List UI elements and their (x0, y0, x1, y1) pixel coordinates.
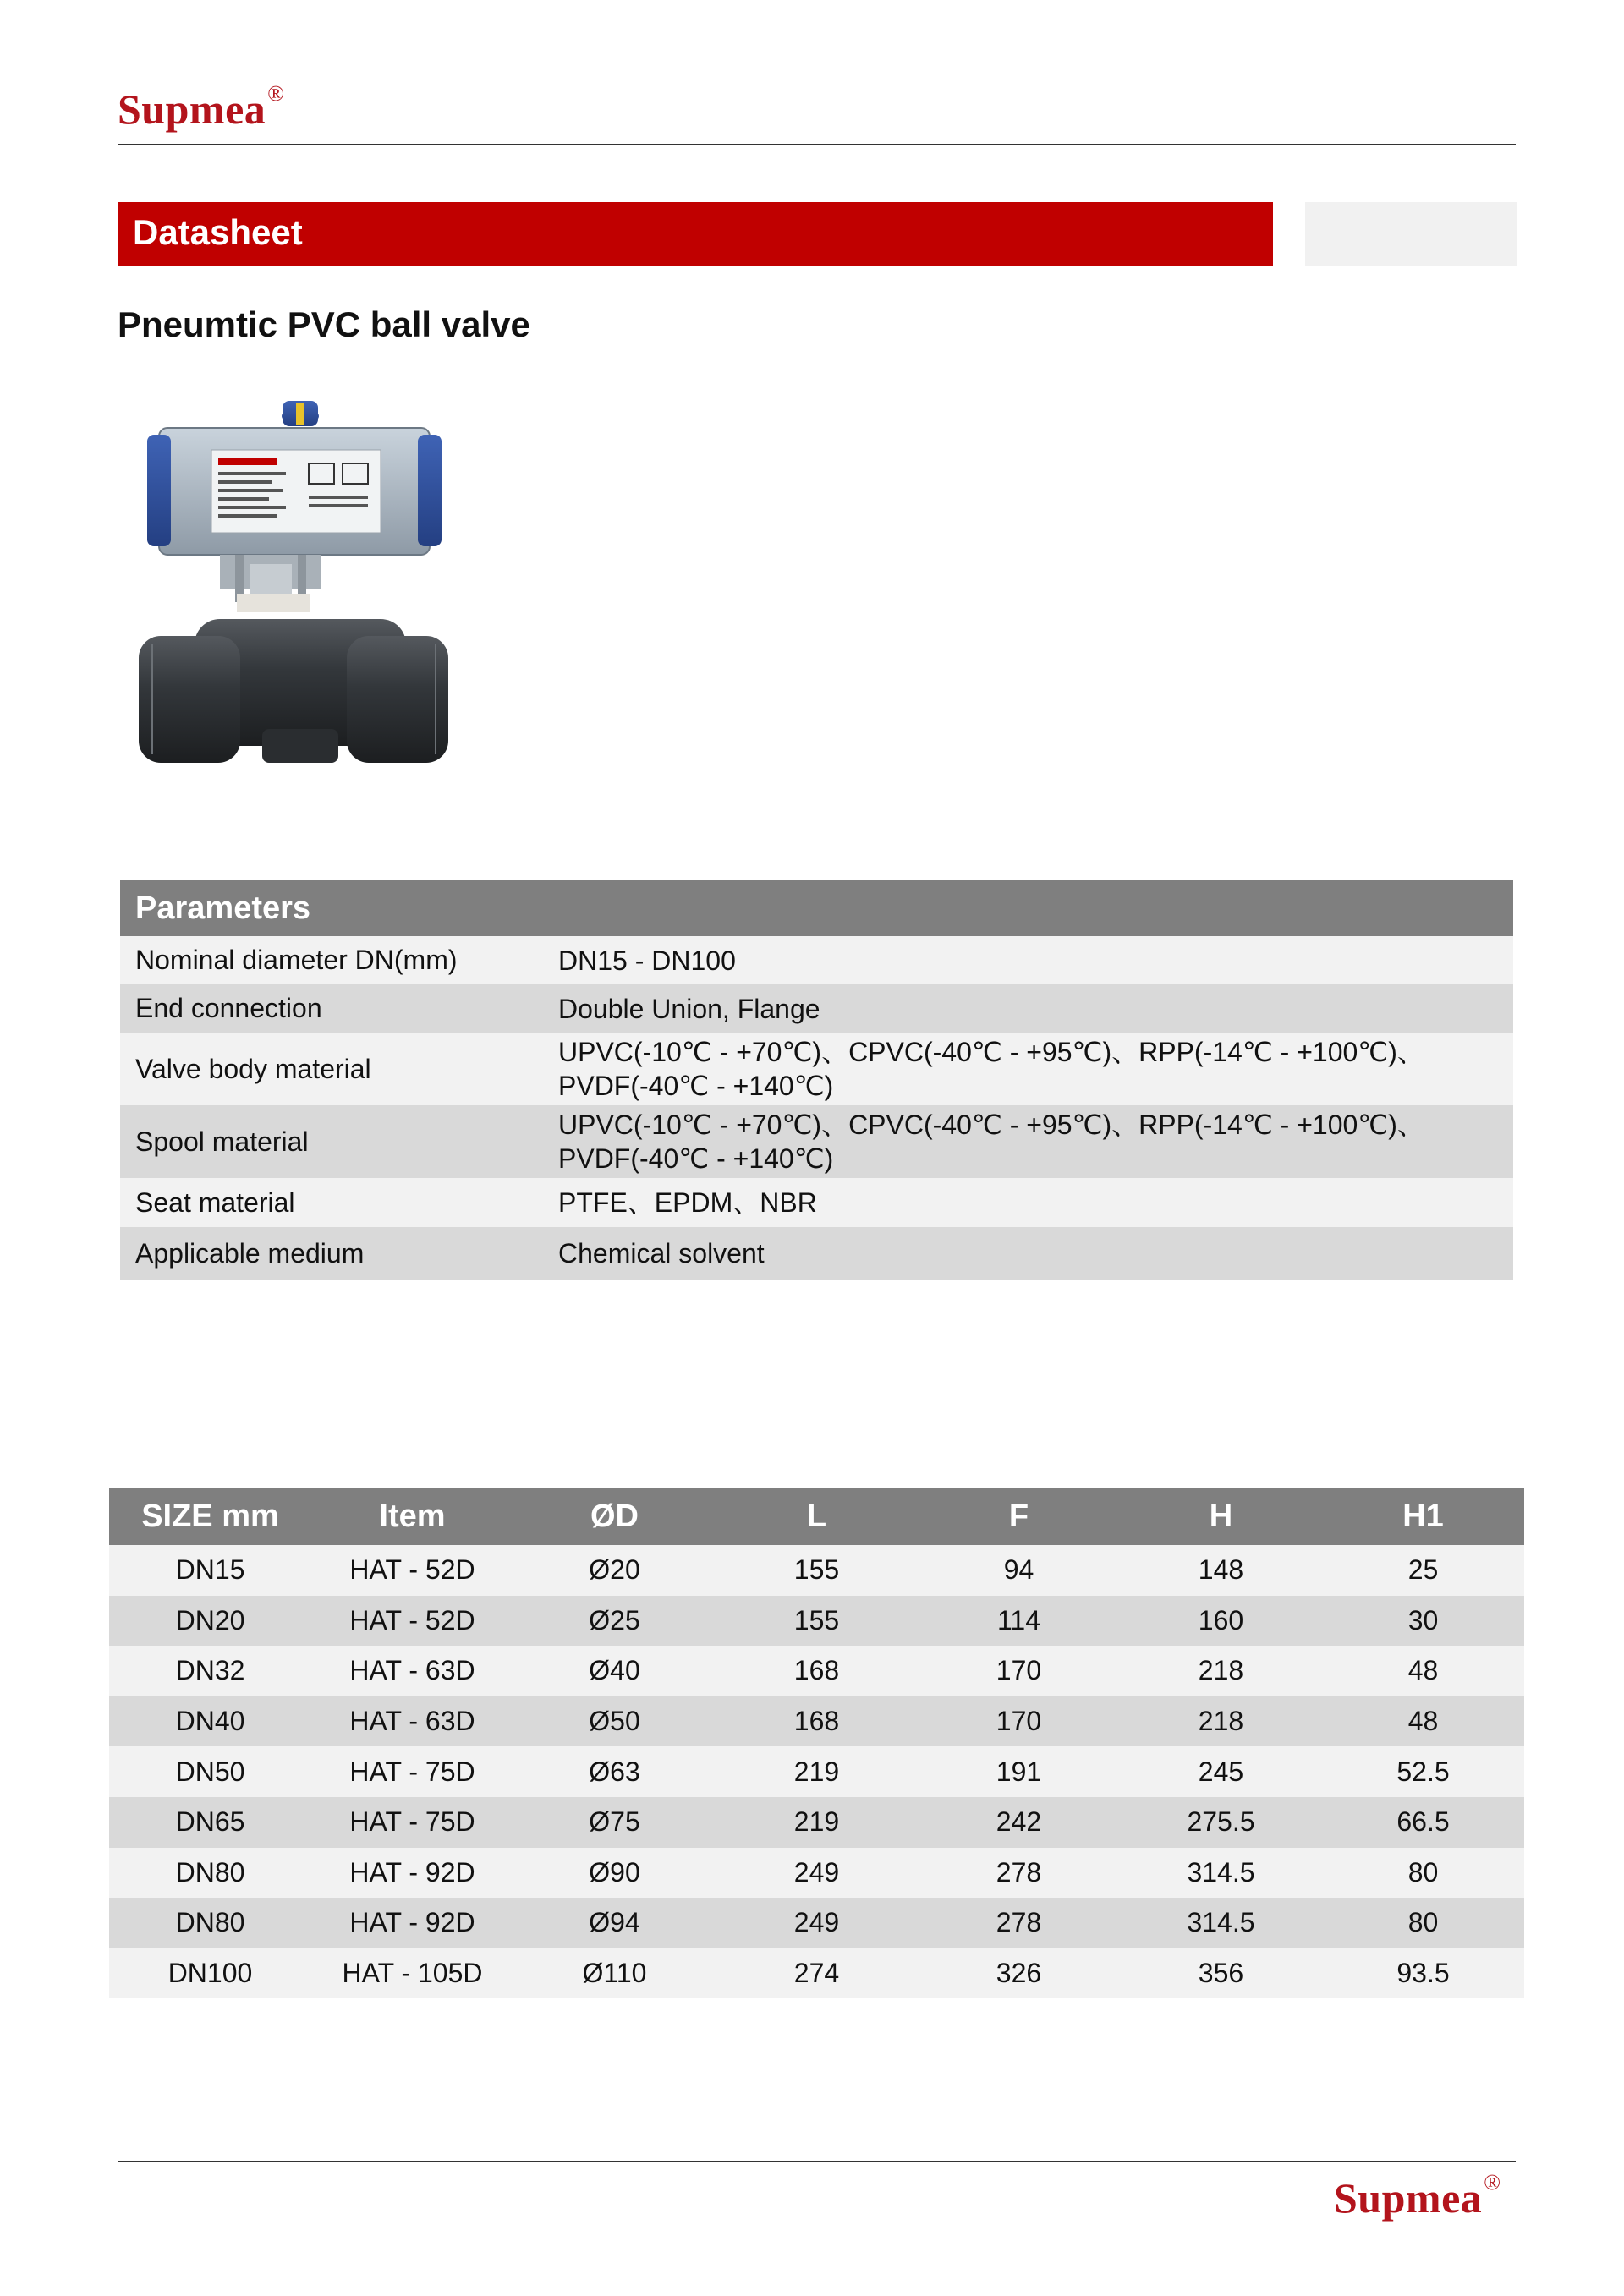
table-cell: Ø110 (513, 1948, 716, 1999)
parameter-value: Double Union, Flange (558, 984, 1513, 1033)
table-cell: DN65 (109, 1797, 311, 1848)
registered-mark: ® (1484, 2170, 1501, 2195)
table-cell: 80 (1322, 1898, 1524, 1948)
table-cell: 170 (918, 1696, 1120, 1747)
parameter-label: Seat material (120, 1178, 558, 1227)
registered-mark: ® (267, 81, 285, 106)
column-header: F (918, 1488, 1120, 1545)
table-cell: DN32 (109, 1646, 311, 1696)
table-cell: 219 (716, 1797, 918, 1848)
table-cell: DN100 (109, 1948, 311, 1999)
table-row (109, 1545, 1524, 1596)
parameter-value-line: UPVC(-10℃ - +70℃)、CPVC(-40℃ - +95℃)、RPP(-14℃ - +100℃)、 (558, 1110, 1424, 1140)
pneumatic-ball-valve-image (135, 391, 461, 814)
table-cell: 274 (716, 1948, 918, 1999)
product-title: Pneumtic PVC ball valve (118, 304, 530, 344)
parameter-row (120, 1105, 1513, 1178)
header-divider (118, 144, 1516, 145)
table-cell: 148 (1120, 1545, 1322, 1596)
parameter-row (120, 1033, 1513, 1105)
table-cell: 278 (918, 1848, 1120, 1899)
table-cell: Ø20 (513, 1545, 716, 1596)
table-cell: 249 (716, 1848, 918, 1899)
parameter-label: End connection (120, 984, 558, 1033)
brand-logo-footer (1334, 2170, 1501, 2222)
table-cell: 249 (716, 1898, 918, 1948)
table-cell: 160 (1120, 1596, 1322, 1647)
column-header: Item (311, 1488, 513, 1545)
table-cell: 155 (716, 1596, 918, 1647)
column-header: H (1120, 1488, 1322, 1545)
table-cell: HAT - 75D (311, 1746, 513, 1797)
table-cell: 219 (716, 1746, 918, 1797)
table-cell: 155 (716, 1545, 918, 1596)
table-row (109, 1898, 1524, 1948)
parameter-value-line: UPVC(-10℃ - +70℃)、CPVC(-40℃ - +95℃)、RPP(-14℃ - +100℃)、 (558, 1037, 1424, 1067)
parameter-value (558, 1033, 1513, 1105)
table-cell: 52.5 (1322, 1746, 1524, 1797)
table-cell: Ø94 (513, 1898, 716, 1948)
table-cell: DN15 (109, 1545, 311, 1596)
table-row (109, 1848, 1524, 1899)
footer-divider (118, 2161, 1516, 2162)
table-cell: HAT - 105D (311, 1948, 513, 1999)
table-cell: HAT - 92D (311, 1848, 513, 1899)
table-cell: HAT - 75D (311, 1797, 513, 1848)
parameter-label: Applicable medium (120, 1227, 558, 1280)
parameters-table (120, 880, 1513, 1280)
parameter-label: Valve body material (120, 1033, 558, 1105)
table-row (109, 1948, 1524, 1999)
column-header: SIZE mm (109, 1488, 311, 1545)
table-cell: DN20 (109, 1596, 311, 1647)
parameter-row (120, 936, 1513, 984)
parameter-value-line: PVDF(-40℃ - +140℃) (558, 1071, 834, 1101)
parameter-row (120, 1227, 1513, 1280)
table-cell: 168 (716, 1646, 918, 1696)
table-cell: 314.5 (1120, 1848, 1322, 1899)
table-cell: 218 (1120, 1646, 1322, 1696)
table-cell: 326 (918, 1948, 1120, 1999)
parameter-value: Chemical solvent (558, 1227, 1513, 1280)
table-row (109, 1646, 1524, 1696)
parameter-label: Nominal diameter DN(mm) (120, 936, 558, 984)
column-header: ØD (513, 1488, 716, 1545)
table-cell: HAT - 63D (311, 1646, 513, 1696)
datasheet-banner (118, 202, 1273, 266)
brand-name: Supmea (1334, 2174, 1483, 2222)
table-row (109, 1797, 1524, 1848)
datasheet-label: Datasheet (133, 212, 303, 252)
parameter-value: PTFE、EPDM、NBR (558, 1178, 1513, 1227)
table-cell: 80 (1322, 1848, 1524, 1899)
dimensions-table (109, 1488, 1524, 1998)
table-cell: 356 (1120, 1948, 1322, 1999)
parameter-value (558, 1105, 1513, 1178)
table-cell: 94 (918, 1545, 1120, 1596)
table-cell: Ø50 (513, 1696, 716, 1747)
table-cell: DN40 (109, 1696, 311, 1747)
table-cell: 114 (918, 1596, 1120, 1647)
table-cell: 66.5 (1322, 1797, 1524, 1848)
table-cell: 245 (1120, 1746, 1322, 1797)
table-cell: Ø90 (513, 1848, 716, 1899)
table-cell: 218 (1120, 1696, 1322, 1747)
table-cell: Ø25 (513, 1596, 716, 1647)
parameter-value-line: PVDF(-40℃ - +140℃) (558, 1143, 834, 1174)
table-cell: 30 (1322, 1596, 1524, 1647)
table-cell: Ø63 (513, 1746, 716, 1797)
table-cell: 168 (716, 1696, 918, 1747)
table-cell: DN80 (109, 1848, 311, 1899)
parameter-label: Spool material (120, 1105, 558, 1178)
table-row (109, 1746, 1524, 1797)
banner-side-block (1305, 202, 1517, 266)
table-cell: 93.5 (1322, 1948, 1524, 1999)
brand-name: Supmea (118, 85, 266, 133)
table-cell: HAT - 92D (311, 1898, 513, 1948)
table-cell: 25 (1322, 1545, 1524, 1596)
table-row (109, 1596, 1524, 1647)
table-cell: 314.5 (1120, 1898, 1322, 1948)
parameter-row (120, 984, 1513, 1033)
table-cell: Ø40 (513, 1646, 716, 1696)
table-cell: HAT - 52D (311, 1545, 513, 1596)
table-cell: 278 (918, 1898, 1120, 1948)
parameter-row (120, 1178, 1513, 1227)
table-cell: HAT - 52D (311, 1596, 513, 1647)
table-cell: 48 (1322, 1646, 1524, 1696)
table-cell: 275.5 (1120, 1797, 1322, 1848)
parameters-heading: Parameters (120, 880, 1513, 936)
table-row (109, 1696, 1524, 1747)
table-cell: 191 (918, 1746, 1120, 1797)
table-cell: DN80 (109, 1898, 311, 1948)
column-header: H1 (1322, 1488, 1524, 1545)
dimensions-header-row (109, 1488, 1524, 1545)
table-cell: DN50 (109, 1746, 311, 1797)
table-cell: HAT - 63D (311, 1696, 513, 1747)
parameter-value: DN15 - DN100 (558, 936, 1513, 984)
brand-logo-header (118, 81, 285, 134)
table-cell: Ø75 (513, 1797, 716, 1848)
table-cell: 48 (1322, 1696, 1524, 1747)
column-header: L (716, 1488, 918, 1545)
table-cell: 242 (918, 1797, 1120, 1848)
table-cell: 170 (918, 1646, 1120, 1696)
